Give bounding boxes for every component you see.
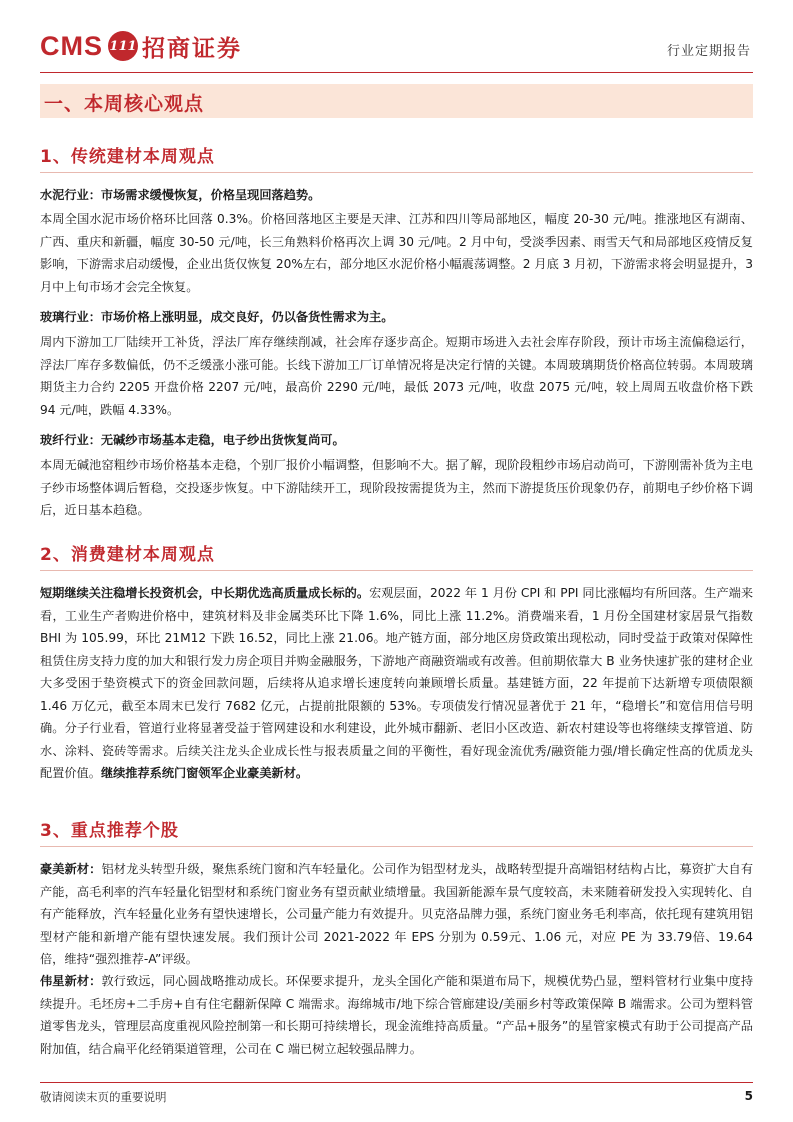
consumer-body-text: 宏观层面，2022 年 1 月份 CPI 和 PPI 同比涨幅均有所回落。生产端来看，工业生产者购进价格中，建筑材料及非金属类环比下降 1.6%，同比上涨 11.2%。消费端来看，1 月份全国建材家居景气指数 BHI 为 105.99，环比 21M12 下跌 16.52，同比上涨 21.06。地产链方面，部分地区房贷政策出现松动，同时受益于政策对保障性租赁住房支持力度的加大和银行发力房企项目并购金融服务，下游地产商融资端或有改善。但前期依靠大 B 业务快速扩张的建材企业大多受困于垫资模式下的资金回款问题，后续将从追求增长速度转向兼顾增长质量。基建链方面，22 年提前下达新增专项债限额 1.46 万亿元，截至本周末已发行 7682 亿元，占提前批限额的 53%。专项债发行情况显著优于 21 年，“稳增长”和宽信用信号明确。分子行业看，管道行业将显著受益于管网建设和水利建设，此外城市翻新、老旧小区改造、新农村建设等也将继续支撑管道、防水、涂料、瓷砖等需求。后续关注龙头企业成长性与报表质量之间的平衡性，看好现金流优秀/融资能力强/增长确定性高的优质龙头配置价值。 (40, 586, 754, 780)
page-header (40, 26, 753, 70)
glass-paragraph: 周内下游加工厂陆续开工补货，浮法厂库存继续削减，社会库存逐步高企。短期市场进入去社会库存阶段，预计市场主流偏稳运行，浮法厂库存多数偏低，仍不乏缓涨小涨可能。长线下游加工厂订单情况将是决定行情的关键。本周玻璃期货价格高位转弱。本周玻璃期货主力合约 2205 开盘价格 2207 元/吨，最高价 2290 元/吨，最低 2073 元/吨，收盘 2075 元/吨，较上周周五收盘价格下跌 94 元/吨，跌幅 4.33%。 (40, 335, 753, 417)
subsection-title-traditional (40, 142, 215, 167)
consumer-tail-text: 继续推荐系统门窗领军企业豪美新材。 (100, 766, 309, 780)
subsection-title-text: 3、重点推荐个股 (40, 821, 179, 841)
fiber-paragraph: 本周无碱池窑粗纱市场价格基本走稳，个别厂报价小幅调整，但影响不大。据了解，现阶段粗纱市场启动尚可，下游刚需补货为主电子纱市场整体调后暂稳，交投逐步恢复。中下游陆续开工，现阶段按需提货为主，然而下游提货压价现象仍存，前期电子纱价格下调后，近日基本趋稳。 (40, 458, 753, 517)
logo-mark-text: 111 (109, 38, 137, 54)
cement-lead (40, 184, 753, 207)
subsection-divider (40, 570, 753, 571)
header-divider (40, 72, 753, 73)
page-number: 5 (744, 1089, 753, 1103)
subsection-title-picks (40, 816, 179, 841)
subsection-divider (40, 846, 753, 847)
consumer-paragraph (40, 582, 753, 785)
logo-seal-icon (108, 31, 138, 61)
subsection-title-text: 2、消费建材本周观点 (40, 545, 215, 565)
document-type: 行业定期报告 (666, 44, 751, 59)
subsection-divider (40, 172, 753, 173)
subsection-title-consumer (40, 540, 215, 565)
glass-lead-text: 玻璃行业：市场价格上涨明显，成交良好，仍以备货性需求为主。 (40, 310, 394, 324)
haomei-body-text: 铝材龙头转型升级，聚焦系统门窗和汽车轻量化。公司作为铝型材龙头，战略转型提升高端铝材结构占比，募资扩大自有产能，高毛利率的汽车轻量化铝型材和系统门窗业务有望贡献业绩增量。我国新能源车景气度较高，未来随着研发投入实现转化、自有产能释放，汽车轻量化业务有望快速增长，公司量产能力有效提升。贝克洛品牌力强，系统门窗业务毛利率高，依托现有建筑用铝型材产能和新增产能有望快速发展。我们预计公司 2021-2022 年 EPS 分别为 0.59元、1.06 元，对应 PE 为 33.79倍、19.64 倍，维持“强烈推荐-A”评级。 (40, 862, 754, 966)
cement-paragraph: 本周全国水泥市场价格环比回落 0.3%。价格回落地区主要是天津、江苏和四川等局部地区，幅度 20-30 元/吨。推涨地区有湖南、广西、重庆和新疆，幅度 30-50 元/吨，长三角熟料价格再次上调 30 元/吨。2 月中旬，受淡季因素、雨雪天气和局部地区疫情反复影响，下游需求启动缓慢，企业出货仅恢复 20%左右，部分地区水泥价格小幅震荡调整。2 月底 3 月初，下游需求将会明显提升，3 月中上旬市场才会完全恢复。 (40, 212, 753, 294)
logo-chinese-text: 招商证券 (142, 34, 242, 62)
subsection-title-text: 1、传统建材本周观点 (40, 147, 215, 167)
section-heading-bar (40, 84, 753, 118)
section-title: 一、本周核心观点 (44, 93, 205, 115)
footer-divider (40, 1082, 753, 1083)
weixing-body-text: 敦行致远，同心圆战略推动成长。环保要求提升，龙头全国化产能和渠道布局下，规模优势凸显，塑料管材行业集中度持续提升。毛坯房+二手房+自有住宅翻新保障 C 端需求。海绵城市/地下综合管廊建设/美丽乡村等政策保障 B 端需求。公司为塑料管道零售龙头，管理层高度重视风险控制第一和长期可持续增长，现金流维持高质量。“产品+服务”的星管家模式有助于公司提高产品附加值，结合扁平化经销渠道管理，公司在 C 端已树立起较强品牌力。 (40, 974, 754, 1056)
company-logo (40, 28, 242, 64)
fiber-lead (40, 429, 753, 452)
consumer-lead-text: 短期继续关注稳增长投资机会，中长期优选高质量成长标的。 (40, 586, 370, 600)
weixing-paragraph (40, 970, 753, 1060)
glass-lead (40, 306, 753, 329)
haomei-lead-text: 豪美新材： (40, 862, 102, 876)
cement-lead-text: 水泥行业：市场需求缓慢恢复，价格呈现回落趋势。 (40, 188, 321, 202)
haomei-paragraph (40, 858, 753, 971)
fiber-lead-text: 玻纤行业：无碱纱市场基本走稳，电子纱出货恢复尚可。 (40, 433, 345, 447)
weixing-lead-text: 伟星新材： (40, 974, 102, 988)
footer-disclaimer-note: 敬请阅读末页的重要说明 (40, 1090, 167, 1104)
logo-cms-text: CMS (40, 30, 103, 61)
